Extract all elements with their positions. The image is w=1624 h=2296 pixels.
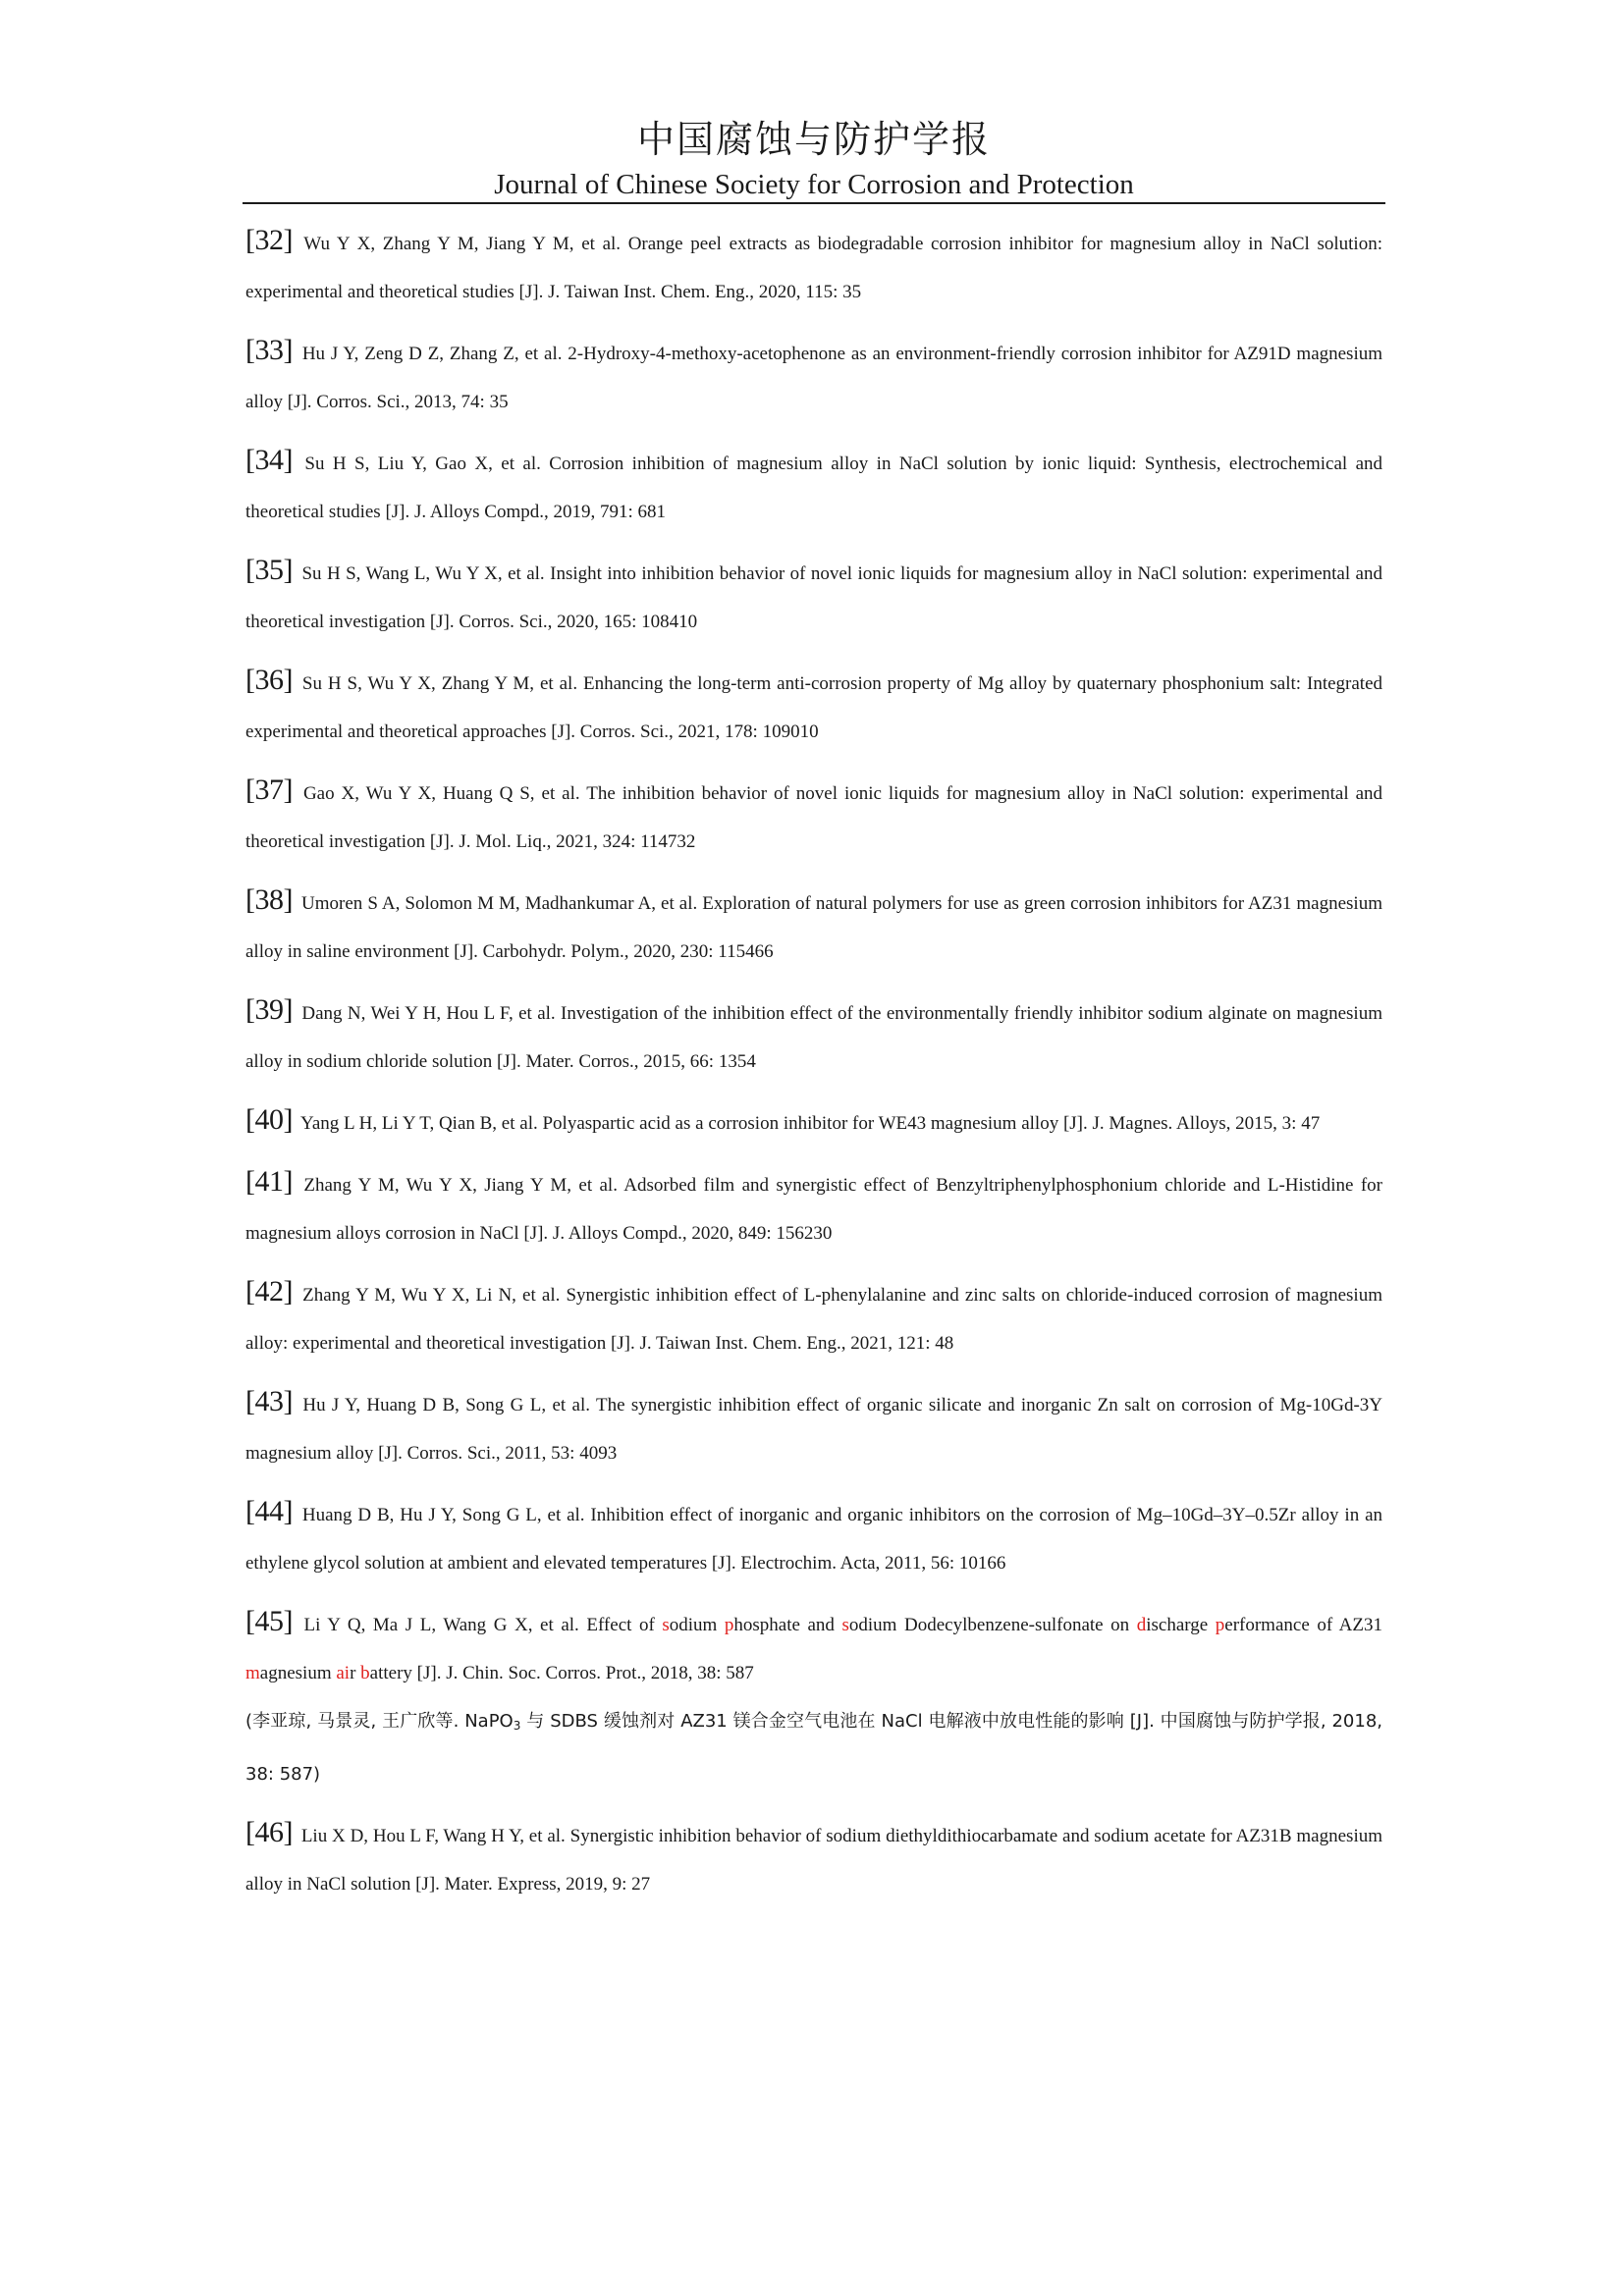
reference-text: Liu X D, Hou L F, Wang H Y, et al. Synergistic inhibition behavior of sodium diethyldithiocarbamate and sodium acetate for AZ31B magnesium alloy in NaCl solution [J]. Mater. Express, 2019, 9: 27 <box>245 1826 1382 1895</box>
reference-text: Su H S, Wang L, Wu Y X, et al. Insight into inhibition behavior of novel ionic liquids for magnesium alloy in NaCl solution: experimental and theoretical investigation [J]. Corros. Sci., 2020, 165: 108410 <box>245 563 1382 632</box>
reference-item <box>245 1157 1382 1257</box>
reference-text: Gao X, Wu Y X, Huang Q S, et al. The inhibition behavior of novel ionic liquids for magnesium alloy in NaCl solution: experimental and theoretical investigation [J]. J. Mol. Liq., 2021, 324: 114732 <box>245 783 1383 852</box>
reference-number: [37] <box>245 774 293 806</box>
reference-text-part: attery [J]. J. Chin. Soc. Corros. Prot., 2018, 38: 587 <box>369 1663 754 1683</box>
reference-text: Hu J Y, Zeng D Z, Zhang Z, et al. 2-Hydroxy-4-methoxy-acetophenone as an environment-friendly corrosion inhibitor for AZ91D magnesium alloy [J]. Corros. Sci., 2013, 74: 35 <box>245 344 1383 412</box>
reference-text-part: odium <box>669 1615 725 1635</box>
reference-text-part: odium Dodecylbenzene-sulfonate on <box>848 1615 1137 1635</box>
reference-number: [38] <box>245 883 293 916</box>
reference-text-part: erformance of AZ31 <box>1224 1615 1382 1635</box>
reference-item <box>245 436 1382 536</box>
translation-part: (李亚琼, 马景灵, 王广欣等. NaPO <box>245 1711 514 1732</box>
highlight-letter: m <box>245 1663 260 1683</box>
reference-item <box>245 1377 1382 1477</box>
journal-header <box>243 116 1385 202</box>
journal-title-cn: 中国腐蚀与防护学报 <box>636 118 991 161</box>
reference-text-part: r <box>350 1663 361 1683</box>
reference-number: [34] <box>245 444 293 476</box>
reference-number: [41] <box>245 1165 293 1198</box>
reference-text: Umoren S A, Solomon M M, Madhankumar A, et al. Exploration of natural polymers for use as green corrosion inhibitors for AZ31 magnesium alloy in saline environment [J]. Carbohydr. Polym., 2020, 230: 115466 <box>245 893 1382 962</box>
highlight-letter: p <box>724 1615 734 1635</box>
highlight-letter: p <box>1215 1615 1225 1635</box>
reference-text: Zhang Y M, Wu Y X, Jiang Y M, et al. Adsorbed film and synergistic effect of Benzyltriphenylphosphonium chloride and L-Histidine for magnesium alloys corrosion in NaCl [J]. J. Alloys Compd., 2020, 849: 156230 <box>245 1175 1382 1244</box>
reference-item <box>245 766 1382 866</box>
reference-number: [43] <box>245 1385 293 1417</box>
reference-number: [45] <box>245 1605 293 1637</box>
reference-item <box>245 876 1382 976</box>
reference-text: Wu Y X, Zhang Y M, Jiang Y M, et al. Orange peel extracts as biodegradable corrosion inhibitor for magnesium alloy in NaCl solution: experimental and theoretical studies [J]. J. Taiwan Inst. Chem. Eng., 2020, 115: 35 <box>245 234 1382 302</box>
header-divider <box>243 202 1385 204</box>
reference-text: Huang D B, Hu J Y, Song G L, et al. Inhibition effect of inorganic and organic inhibitors on the corrosion of Mg–10Gd–3Y–0.5Zr alloy in an ethylene glycol solution at ambient and elevated temperatures [J]. Electrochim. Acta, 2011, 56: 10166 <box>245 1505 1382 1574</box>
reference-number: [35] <box>245 554 293 586</box>
reference-item <box>245 326 1382 426</box>
reference-item <box>245 1095 1382 1148</box>
reference-text: Su H S, Liu Y, Gao X, et al. Corrosion inhibition of magnesium alloy in NaCl solution by ionic liquid: Synthesis, electrochemical and theoretical studies [J]. J. Alloys Compd., 2019, 791: 681 <box>245 454 1383 522</box>
reference-item-45 <box>245 1597 1382 1798</box>
reference-number: [42] <box>245 1275 293 1308</box>
highlight-letter: ai <box>336 1663 351 1683</box>
highlight-letter: s <box>841 1615 849 1635</box>
reference-text: Yang L H, Li Y T, Qian B, et al. Polyaspartic acid as a corrosion inhibitor for WE43 magnesium alloy [J]. J. Magnes. Alloys, 2015, 3: 47 <box>300 1113 1321 1134</box>
reference-number: [36] <box>245 664 293 696</box>
journal-title-en: Journal of Chinese Society for Corrosion and Protection <box>494 169 1134 200</box>
reference-text: Hu J Y, Huang D B, Song G L, et al. The synergistic inhibition effect of organic silicate and inorganic Zn salt on corrosion of Mg-10Gd-3Y magnesium alloy [J]. Corros. Sci., 2011, 53: 4093 <box>245 1395 1382 1464</box>
highlight-letter: d <box>1136 1615 1147 1635</box>
reference-item <box>245 216 1382 316</box>
reference-list <box>245 216 1382 1918</box>
reference-item-46 <box>245 1808 1382 1908</box>
highlight-letter: s <box>662 1615 670 1635</box>
reference-item <box>245 1487 1382 1587</box>
reference-text-part: hosphate and <box>733 1615 842 1635</box>
reference-number: [46] <box>245 1816 293 1848</box>
reference-number: [39] <box>245 993 293 1026</box>
subscript: 3 <box>513 1719 521 1733</box>
reference-text-part: Li Y Q, Ma J L, Wang G X, et al. Effect of <box>303 1615 663 1635</box>
reference-text: Su H S, Wu Y X, Zhang Y M, et al. Enhancing the long-term anti-corrosion property of Mg alloy by quaternary phosphonium salt: Integrated experimental and theoretical approaches [J]. Corros. Sci., 2021, 178: 109010 <box>245 673 1383 742</box>
reference-item <box>245 656 1382 756</box>
reference-text: Dang N, Wei Y H, Hou L F, et al. Investigation of the inhibition effect of the environmentally friendly inhibitor sodium alginate on magnesium alloy in sodium chloride solution [J]. Mater. Corros., 2015, 66: 1354 <box>245 1003 1382 1072</box>
reference-text <box>245 1615 1382 1683</box>
reference-number: [32] <box>245 224 293 256</box>
reference-text: Zhang Y M, Wu Y X, Li N, et al. Synergistic inhibition effect of L-phenylalanine and zinc salts on chloride-induced corrosion of magnesium alloy: experimental and theoretical investigation [J]. J. Taiwan Inst. Chem. Eng., 2021, 121: 48 <box>245 1285 1382 1354</box>
reference-number: [44] <box>245 1495 293 1527</box>
reference-item <box>245 546 1382 646</box>
translation-part: 与 SDBS 缓蚀剂对 AZ31 镁合金空气电池在 NaCl 电解液中放电性能的影响 [J]. 中国腐蚀与防护学报, 2018, 38: 587) <box>245 1711 1382 1785</box>
reference-number: [40] <box>245 1103 293 1136</box>
reference-text-part: ischarge <box>1146 1615 1216 1635</box>
reference-translation-cn <box>245 1711 1382 1785</box>
reference-item <box>245 986 1382 1086</box>
highlight-letter: b <box>360 1663 370 1683</box>
reference-text-part: agnesium <box>259 1663 337 1683</box>
reference-number: [33] <box>245 334 293 366</box>
reference-item <box>245 1267 1382 1367</box>
